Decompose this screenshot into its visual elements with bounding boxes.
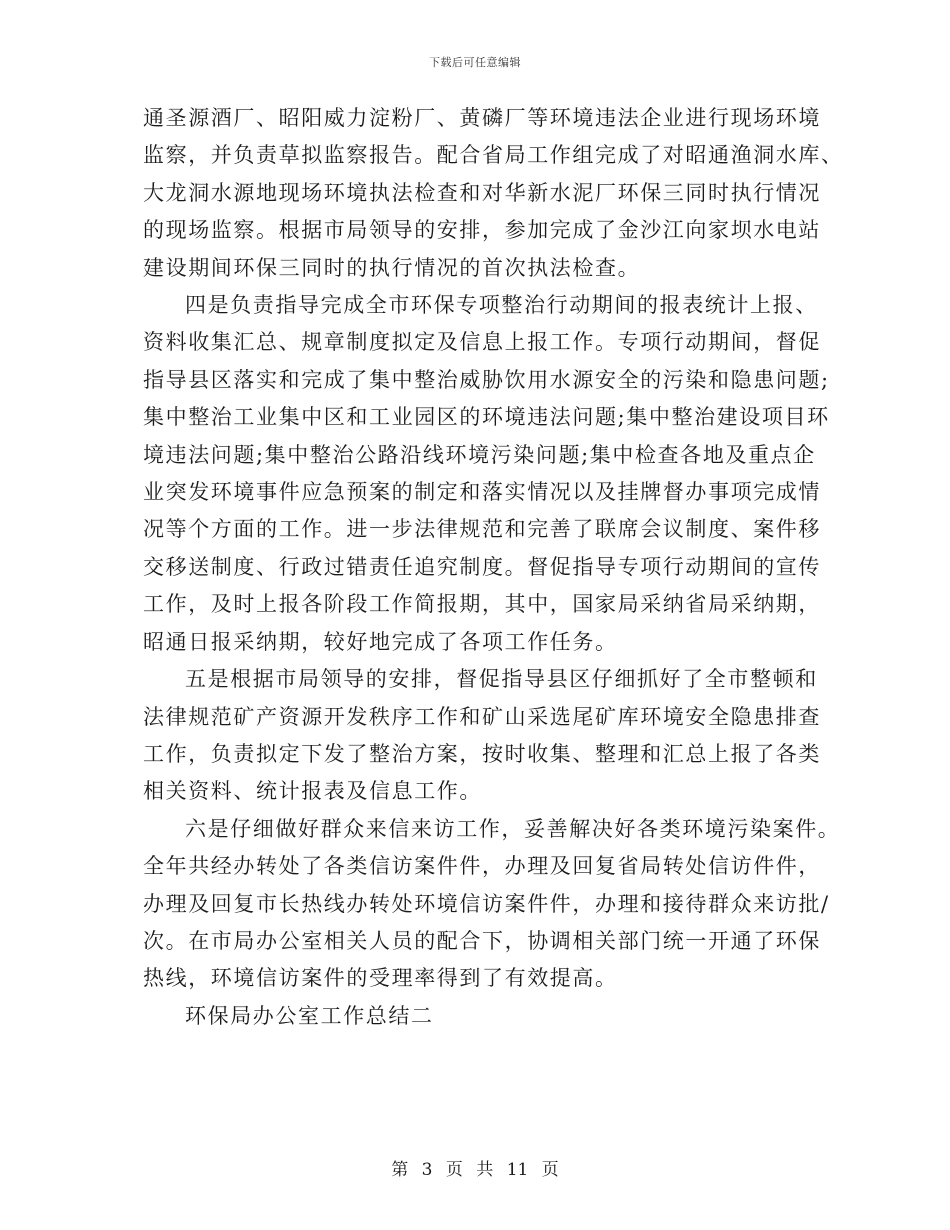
text-line: 工作，负责拟定下发了整治方案，按时收集、整理和汇总上报了各类: [143, 741, 821, 766]
text-line: 交移送制度、行政过错责任追究制度。督促指导专项行动期间的宣传: [143, 554, 821, 579]
text-line: 相关资料、统计报表及信息工作。: [143, 779, 482, 804]
text-line: 业突发环境事件应急预案的制定和落实情况以及挂牌督办事项完成情: [143, 480, 821, 505]
text-line: 指导县区落实和完成了集中整治威胁饮用水源安全的污染和隐患问题;: [143, 367, 830, 392]
paragraph-start-line: 六是仔细做好群众来信来访工作，妥善解决好各类环境污染案件。: [185, 816, 841, 841]
text-line: 监察，并负责草拟监察报告。配合省局工作组完成了对昭通渔洞水库、: [143, 143, 844, 168]
text-line: 集中整治工业集中区和工业园区的环境违法问题;集中整治建设项目环: [143, 405, 830, 430]
text-line: 热线，环境信访案件的受理率得到了有效提高。: [143, 966, 618, 991]
text-line: 况等个方面的工作。进一步法律规范和完善了联席会议制度、案件移: [143, 517, 821, 542]
page-number-footer: 第 3 页 共 11 页: [391, 1160, 559, 1180]
text-line: 资料收集汇总、规章制度拟定及信息上报工作。专项行动期间，督促: [143, 330, 821, 355]
paragraph-start-line: 四是负责指导完成全市环保专项整治行动期间的报表统计上报、: [185, 293, 818, 318]
text-line: 全年共经办转处了各类信访案件件，办理及回复省局转处信访件件，: [143, 854, 821, 879]
page-header: 下载后可任意编辑: [429, 56, 521, 69]
section-heading: 环保局办公室工作总结二: [185, 1003, 434, 1028]
text-line: 法律规范矿产资源开发秩序工作和矿山采选尾矿库环境安全隐患排查: [143, 704, 821, 729]
text-line: 的现场监察。根据市局领导的安排，参加完成了金沙江向家坝水电站: [143, 218, 821, 243]
text-line: 办理及回复市长热线办转处环境信访案件件，办理和接待群众来访批/: [143, 891, 830, 916]
text-line: 大龙洞水源地现场环境执法检查和对华新水泥厂环保三同时执行情况: [143, 180, 821, 205]
text-line: 次。在市局办公室相关人员的配合下，协调相关部门统一开通了环保: [143, 928, 821, 953]
text-line: 境违法问题;集中整治公路沿线环境污染问题;集中检查各地及重点企: [143, 442, 816, 467]
text-line: 建设期间环保三同时的执行情况的首次执法检查。: [143, 255, 641, 280]
text-line: 工作，及时上报各阶段工作简报期，其中，国家局采纳省局采纳期，: [143, 592, 821, 617]
paragraph-start-line: 五是根据市局领导的安排，督促指导县区仔细抓好了全市整顿和: [185, 667, 818, 692]
document-body: [143, 100, 844, 1035]
text-line: 昭通日报采纳期，较好地完成了各项工作任务。: [143, 629, 618, 654]
text-line: 通圣源酒厂、昭阳威力淀粉厂、黄磷厂等环境违法企业进行现场环境: [143, 106, 821, 130]
